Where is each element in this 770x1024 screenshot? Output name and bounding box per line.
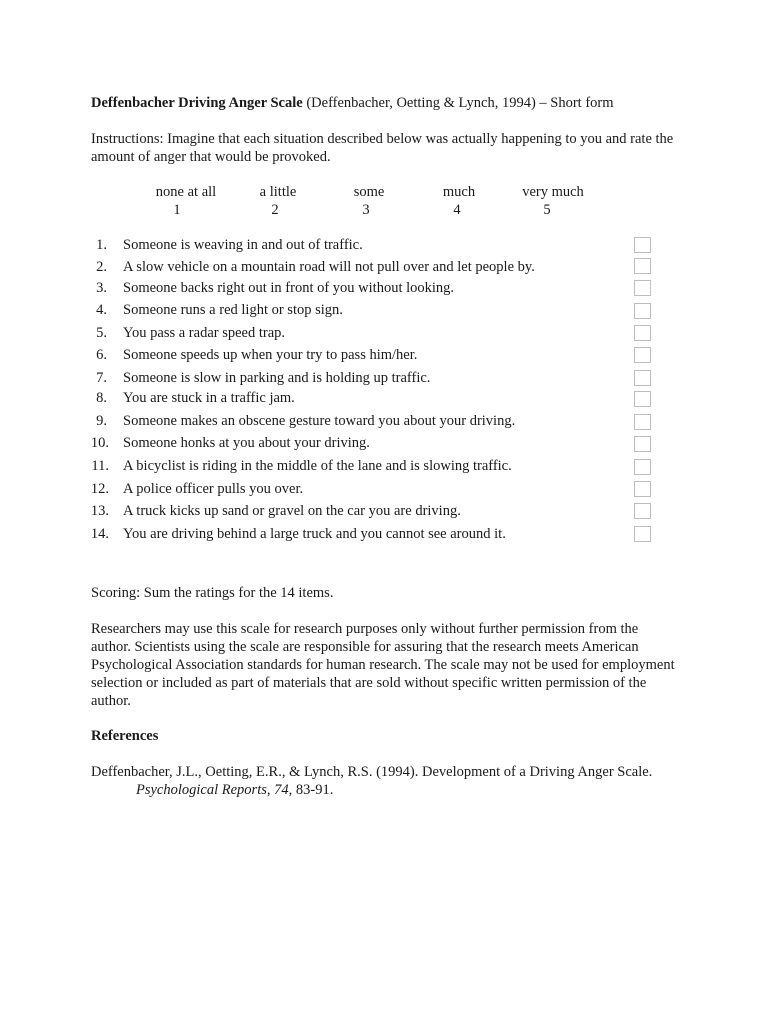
reference-entry [91, 763, 691, 799]
rating-input-11[interactable] [634, 459, 651, 475]
item-number: 13. [90, 503, 109, 519]
title-citation: (Deffenbacher, Oetting & Lynch, 1994) – Short form [302, 95, 614, 111]
item-number: 14. [90, 526, 109, 542]
scale-label: a little [259, 184, 297, 200]
scale-option-2 [250, 183, 306, 219]
rating-input-1[interactable] [634, 237, 651, 253]
reference-authors-title: Deffenbacher, J.L., Oetting, E.R., & Lynch, R.S. (1994). Development of a Driving Anger Scale. [91, 764, 653, 780]
reference-pages: , 83-91. [288, 782, 334, 798]
list-item [91, 346, 661, 364]
item-number: 3. [96, 280, 107, 296]
scale-value: 5 [543, 202, 551, 218]
item-text: You are driving behind a large truck and you cannot see around it. [123, 526, 506, 542]
item-number: 4. [96, 302, 107, 318]
item-text: Someone runs a red light or stop sign. [123, 302, 343, 318]
list-item [91, 525, 661, 543]
list-item [91, 258, 661, 276]
item-text: A bicyclist is riding in the middle of the lane and is slowing traffic. [123, 458, 512, 474]
scoring-text: Scoring: Sum the ratings for the 14 items. [91, 585, 334, 601]
scale-value: 3 [362, 202, 370, 218]
list-item [91, 457, 661, 475]
rating-input-10[interactable] [634, 436, 651, 452]
permission-text: Researchers may use this scale for research purposes only without further permission from the author. Scientists using the scale are responsible for assuring that the research meets American Psychological Association standards for human research. The scale may not be used for employment selection or included as part of materials that are sold without specific written permission of the author. [91, 621, 675, 709]
scale-value: 4 [453, 202, 461, 218]
scale-value: 2 [271, 202, 279, 218]
scale-label: none at all [155, 184, 217, 200]
item-text: Someone honks at you about your driving. [123, 435, 370, 451]
list-item [91, 480, 661, 498]
item-text: Someone makes an obscene gesture toward you about your driving. [123, 413, 516, 429]
scale-label: very much [522, 184, 584, 200]
item-text: Someone backs right out in front of you without looking. [123, 280, 455, 296]
item-number: 5. [96, 325, 107, 341]
item-text: A truck kicks up sand or gravel on the car you are driving. [123, 503, 461, 519]
item-number: 10. [90, 435, 109, 451]
reference-separator: , [266, 782, 275, 798]
item-number: 8. [96, 390, 107, 406]
rating-input-8[interactable] [634, 391, 651, 407]
list-item [91, 502, 661, 520]
list-item [91, 389, 661, 407]
rating-input-13[interactable] [634, 503, 651, 519]
item-number: 6. [96, 347, 107, 363]
item-number: 9. [96, 413, 107, 429]
rating-input-2[interactable] [634, 258, 651, 274]
references-heading: References [91, 728, 159, 744]
rating-input-3[interactable] [634, 280, 651, 296]
scale-option-5 [516, 183, 590, 219]
item-text: Someone is weaving in and out of traffic. [123, 237, 363, 253]
rating-input-5[interactable] [634, 325, 651, 341]
scale-option-1 [150, 183, 222, 219]
scale-label: some [353, 184, 385, 200]
reference-source [91, 781, 691, 799]
instructions-text: Instructions: Imagine that each situation described below was actually happening to you and rate the amount of anger that would be provoked. [91, 131, 674, 165]
rating-input-14[interactable] [634, 526, 651, 542]
item-text: A slow vehicle on a mountain road will not pull over and let people by. [123, 259, 535, 275]
rating-input-6[interactable] [634, 347, 651, 363]
rating-input-9[interactable] [634, 414, 651, 430]
item-text: Someone is slow in parking and is holding up traffic. [123, 370, 431, 386]
item-text: Someone speeds up when your try to pass him/her. [123, 347, 418, 363]
list-item [91, 434, 661, 452]
scale-option-4 [433, 183, 485, 219]
list-item [91, 279, 661, 297]
scale-label: much [442, 184, 476, 200]
list-item [91, 236, 661, 254]
item-number: 1. [96, 237, 107, 253]
item-number: 7. [96, 370, 107, 386]
rating-input-7[interactable] [634, 370, 651, 386]
scale-value: 1 [173, 202, 181, 218]
list-item [91, 369, 661, 387]
list-item [91, 412, 661, 430]
item-number: 11. [91, 458, 109, 474]
list-item [91, 324, 661, 342]
reference-journal: Psychological Reports [136, 782, 267, 798]
item-text: You are stuck in a traffic jam. [123, 390, 295, 406]
rating-input-4[interactable] [634, 303, 651, 319]
title-bold: Deffenbacher Driving Anger Scale [91, 95, 303, 111]
rating-input-12[interactable] [634, 481, 651, 497]
item-number: 2. [96, 259, 107, 275]
item-text: A police officer pulls you over. [123, 481, 304, 497]
item-text: You pass a radar speed trap. [123, 325, 286, 341]
reference-volume: 74 [274, 782, 289, 798]
page-title [91, 94, 614, 112]
item-number: 12. [90, 481, 109, 497]
scale-option-3 [344, 183, 394, 219]
list-item [91, 301, 661, 319]
